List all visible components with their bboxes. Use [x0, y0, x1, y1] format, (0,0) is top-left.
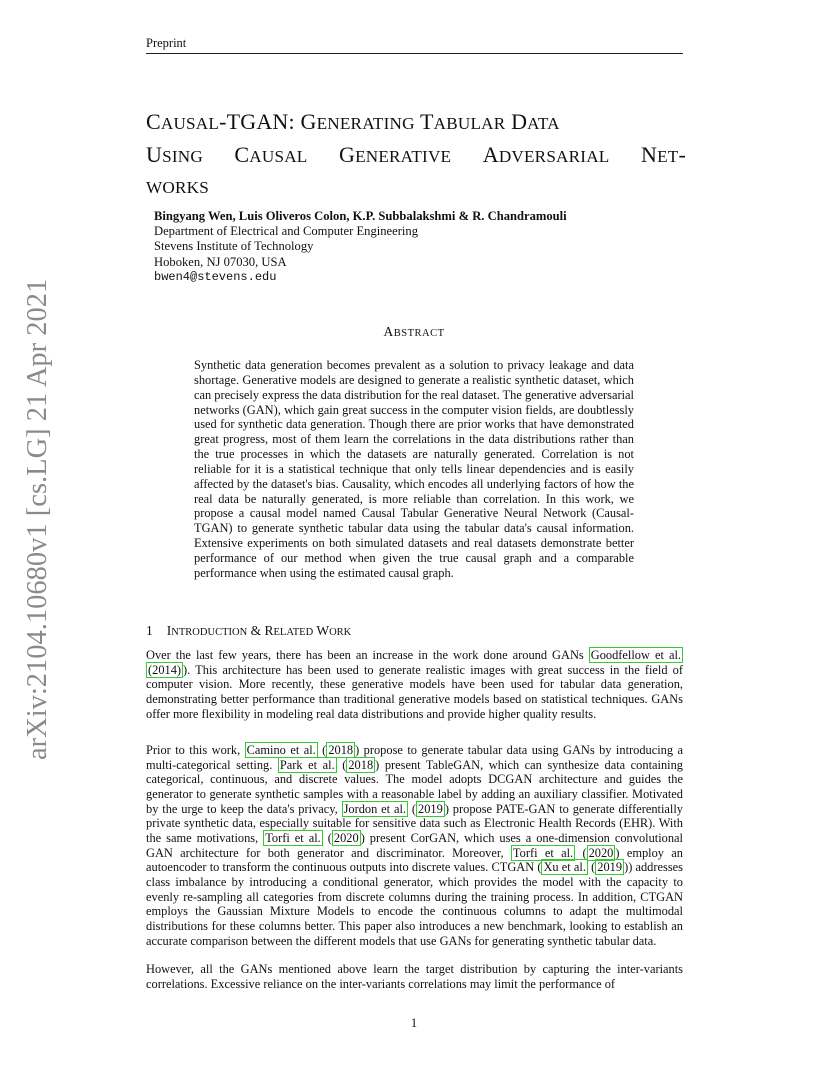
citation-link[interactable]: Goodfellow et al.	[590, 648, 681, 662]
institute: Stevens Institute of Technology	[154, 239, 314, 254]
section-number: 1	[146, 623, 153, 638]
running-head: Preprint	[146, 36, 187, 50]
paragraph-1: Over the last few years, there has been an increase in the work done around GANs Goodfellow et al. (2014) ). This architecture has been used to generate realistic images with great success in the field of computer vision. More recently, these generative models have been used for tabular data generation, demonstrating better performance than traditional generative models based on statistical techniques. GANs offer more flexibility in modeling real data distributions and provide higher quality results.	[146, 648, 683, 721]
title-part: ABULAR	[433, 114, 506, 133]
abstract-text: Synthetic data generation becomes prevalent as a solution to privacy leakage and data shortage. Generative models are designed to generate a realistic synthetic dataset, which can precisely express the data distribution for the real dataset. The generative adversarial networks (GAN), which gain great success in the computer vision fields, are doubtlessly used for synthetic data generation. Though there are prior works that have demonstrated great progress, most of them learn the correlations in the data distributions rather than the true processes in which the datasets are naturally generated. Correlation is not reliable for it is a statistical technique that only tells linear dependencies and is easily affected by the dataset's bias. Causality, which encodes all underlying factors of how the real data be naturally generated, is more reliable than correlation. In this work, we propose a causal model named Causal Tabular Generative Neural Network (Causal-TGAN) to generate synthetic tabular data using the tabular data's causal information. Extensive experiments on both simulated datasets and real datasets demonstrate better performance of our method when given the true causal graph and a comparable performance when using the estimated causal graph.	[194, 358, 634, 580]
title-word: GENERATIVE	[338, 142, 452, 167]
title-part: T	[414, 109, 434, 134]
citation-link[interactable]: Xu et al.	[543, 860, 586, 875]
header-rule	[146, 53, 683, 54]
citation-link[interactable]: 2019	[418, 801, 443, 816]
title-part: -TGAN: G	[219, 109, 317, 134]
title-line-3: WORKS	[146, 178, 209, 197]
department: Department of Electrical and Computer Engineering	[154, 224, 419, 239]
abstract-heading: ABSTRACT	[383, 324, 445, 339]
title-word: USING	[146, 142, 203, 167]
title-part: AUSAL	[160, 114, 220, 133]
title-word: NET-	[640, 142, 686, 167]
title-word: ADVERSARIAL	[482, 142, 610, 167]
citation-link[interactable]: Torfi et al.	[512, 845, 574, 860]
citation-link[interactable]: Jordon et al.	[343, 801, 407, 816]
citation-link[interactable]: 2019	[597, 860, 623, 875]
paper-title	[146, 106, 686, 203]
title-part: ENERATING	[316, 114, 415, 133]
address: Hoboken, NJ 07030, USA	[154, 254, 287, 269]
author-email[interactable]: bwen4@stevens.edu	[154, 269, 277, 284]
paragraph-2: Prior to this work, Camino et al. ( 2018 ) propose to generate tabular data using GANs by introducing a multi-categorical setting. Park et al. ( 2018 ) present TableGAN, which can synthesize data containing categorical, continuous, and discrete values. The model adopts DCGAN architecture and guides the generator to generate synthetic samples with a reasonable label by adding an auxiliary classifier. Motivated by the urge to keep the data's privacy, Jordon et al. ( 2019 ) propose PATE-GAN to generate differentially private synthetic data, especially suitable for sensitive data such as Electronic Health Records (EHR). With the same motivations, Torfi et al. ( 2020 ) present CorGAN, which uses a one-dimension convolutional GAN architecture for both generator and discriminator. Moreover, Torfi et al. ( 2020 ) employ an autoencoder to transform the continuous outputs into discrete values. CTGAN ( Xu et al. ( 2019 )) addresses class imbalance by introducing a conditional generator, which provides the model with the capacity to evenly re-sampling all categories from discrete columns during the training process. In addition, CTGAN employs the Gaussian Mixture Models to encode the continuous columns to adapt the multimodal distributions for these columns better. This paper also introduces a new benchmark, looking to establish an accurate comparison between the different models that use GANs for generating synthetic tabular data.	[146, 743, 683, 948]
citation-link[interactable]: 2018	[348, 757, 374, 772]
citation-link[interactable]: Camino et al.	[246, 743, 316, 757]
title-part: ATA	[527, 114, 560, 133]
citation-link[interactable]: 2018	[328, 743, 354, 757]
title-part: D	[505, 109, 528, 134]
citation-link[interactable]: 2020	[588, 845, 614, 860]
arxiv-stamp: arXiv:2104.10680v1 [cs.LG] 21 Apr 2021	[22, 278, 53, 760]
citation-link[interactable]: Park et al.	[279, 757, 335, 772]
page-number: 1	[410, 1016, 418, 1030]
section-heading-introduction: 1 INTRODUCTION & RELATED WORK	[146, 623, 352, 638]
title-word: CAUSAL	[234, 142, 308, 167]
citation-link[interactable]: (2014)	[148, 662, 182, 677]
citation-link[interactable]: Torfi et al.	[265, 830, 321, 845]
author-names: Bingyang Wen, Luis Oliveros Colon, K.P. Subbalakshmi & R. Chandramouli	[154, 209, 567, 223]
author-block	[154, 209, 567, 285]
title-line-1	[146, 106, 686, 139]
citation-link[interactable]: 2020	[333, 830, 359, 845]
title-line-2	[146, 139, 686, 172]
paragraph-3: However, all the GANs mentioned above learn the target distribution by capturing the inter-variants correlations. Excessive reliance on the inter-variants correlations may limit the performance of	[146, 962, 683, 991]
title-part: C	[146, 109, 161, 134]
